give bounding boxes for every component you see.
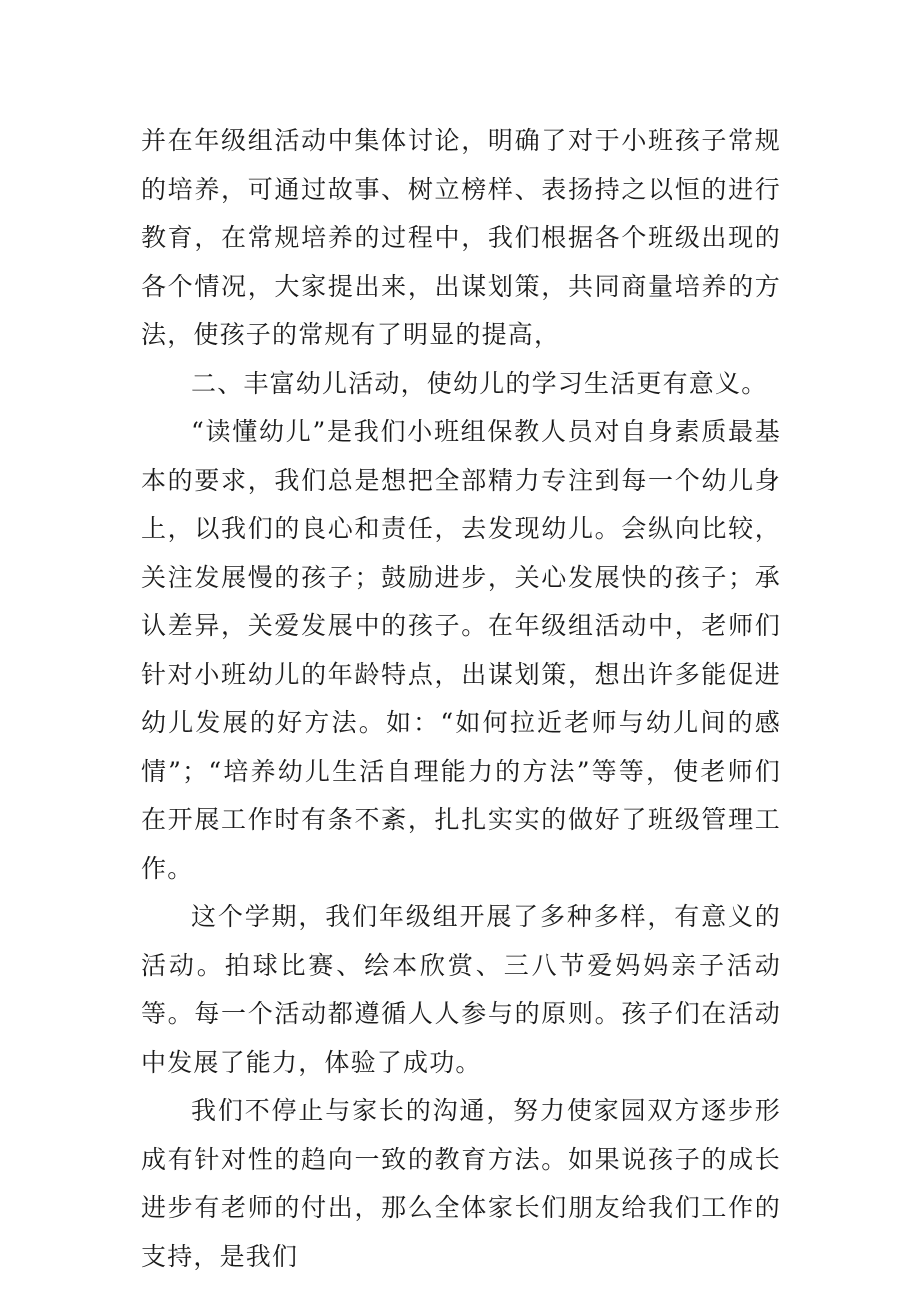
section-heading: 二、丰富幼儿活动，使幼儿的学习生活更有意义。 — [191, 368, 768, 398]
paragraph: “读懂幼儿”是我们小班组保教人员对自身素质最基本的要求，我们总是想把全部精力专注到每一个幼儿身上，以我们的良心和责任，去发现幼儿。会纵向比较，关注发展慢的孩子；鼓励进步，关心发展快的孩子；承认差异，关爱发展中的孩子。在年级组活动中，老师们针对小班幼儿的年龄特点，出谋划策，想出许多能促进幼儿发展的好方法。如：“如何拉近老师与幼儿间的感情”；“培养幼儿生活自理能力的方法”等等，使老师们在开展工作时有条不紊，扎扎实实的做好了班级管理工作。 — [141, 417, 781, 883]
paragraph: 我们不停止与家长的沟通，努力使家园双方逐步形成有针对性的趋向一致的教育方法。如果说孩子的成长进步有老师的付出，那么全体家长们朋友给我们工作的支持，是我们 — [141, 1096, 781, 1271]
document-body — [141, 117, 781, 1281]
paragraph: 这个学期，我们年级组开展了多种多样，有意义的活动。拍球比赛、绘本欣赏、三八节爱妈妈亲子活动等。每一个活动都遵循人人参与的原则。孩子们在活动中发展了能力，体验了成功。 — [141, 902, 781, 1077]
paragraph-continued: 并在年级组活动中集体讨论，明确了对于小班孩子常规的培养，可通过故事、树立榜样、表扬持之以恒的进行教育，在常规培养的过程中，我们根据各个班级出现的各个情况，大家提出来，出谋划策，共同商量培养的方法，使孩子的常规有了明显的提高， — [141, 126, 781, 349]
